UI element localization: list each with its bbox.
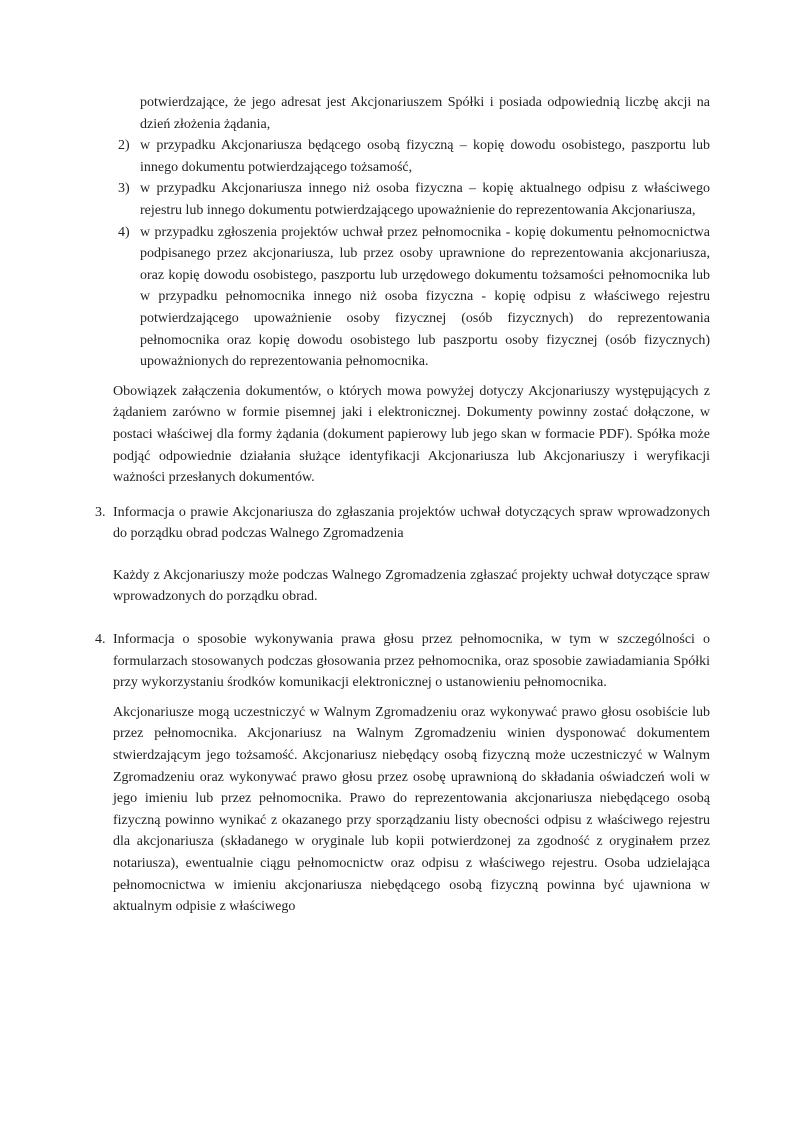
list-item-2-marker: 2)	[118, 138, 130, 154]
section-3-heading-text: Informacja o prawie Akcjonariusza do zgłaszania projektów uchwał dotyczących spraw wprowadzonych do porządku obrad podczas Walnego Zgromadzenia	[113, 504, 710, 542]
list-item-4-marker: 4)	[118, 224, 130, 240]
section-4-paragraph: Akcjonariusze mogą uczestniczyć w Walnym Zgromadzeniu oraz wykonywać prawo głosu osobiście lub przez pełnomocnika. Akcjonariusz na Walnym Zgromadzeniu winien dysponować dokumentem stwierdzającym jego tożsamość. Akcjonariusz niebędący osobą fizyczną może uczestniczyć w Walnym Zgromadzeniu oraz wykonywać prawo głosu przez osobę uprawnioną do składania oświadczeń woli w jego imieniu lub przez pełnomocnika. Prawo do reprezentowania akcjonariusza niebędącego osobą fizyczną powinno wynikać z okazanego przy sporządzaniu listy obecności odpisu z właściwego rejestru dla akcjonariusza (składanego w oryginale lub kopii potwierdzonej za zgodność z oryginałem przez notariusza), ewentualnie ciągu pełnomocnictw oraz odpisu z właściwego rejestru. Osoba udzielająca pełnomocnictwa w imieniu akcjonariusza niebędącego osobą fizyczną powinna być ujawniona w aktualnym odpisie z właściwego	[113, 704, 710, 915]
section-3-heading	[95, 502, 710, 545]
section-4-heading	[95, 629, 710, 694]
paragraph-document-obligation: Obowiązek załączenia dokumentów, o których mowa powyżej dotyczy Akcjonariuszy występujących z żądaniem zarówno w formie pisemnej jaki i elektronicznej. Dokumenty powinny zostać dołączone, w postaci właściwej dla formy żądania (dokument papierowy lub jego skan w formacie PDF). Spółka może podjąć odpowiednie działania służące identyfikacji Akcjonariusza lub Akcjonariuszy i weryfikacji ważności przesłanych dokumentów.	[113, 383, 710, 486]
list-item-4	[118, 222, 710, 373]
list-item-3-text: w przypadku Akcjonariusza innego niż osoba fizyczna – kopię aktualnego odpisu z właściwego rejestru lub innego dokumentu potwierdzającego upoważnienie do reprezentowania Akcjonariusza,	[140, 181, 710, 218]
list-item-3-marker: 3)	[118, 181, 130, 197]
list-item-3	[118, 178, 710, 221]
list-item-4-text: w przypadku zgłoszenia projektów uchwał przez pełnomocnika - kopię dokumentu pełnomocnictwa podpisanego przez akcjonariusza, lub przez osoby uprawnione do reprezentowania akcjonariusza, oraz kopię dowodu osobistego, paszportu lub urzędowego dokumentu tożsamości pełnomocnika lub w przypadku pełnomocnika innego niż osoba fizyczna - kopię odpisu z właściwego rejestru potwierdzającego upoważnienie osoby fizycznej (osób fizycznych) do reprezentowania pełnomocnika oraz kopię dowodu osobistego lub paszportu osoby fizycznej (osób fizycznych) upoważnionych do reprezentowania pełnomocnika.	[140, 224, 710, 370]
list-item-2	[118, 135, 710, 178]
list-item-2-text: w przypadku Akcjonariusza będącego osobą fizyczną – kopię dowodu osobistego, paszportu lub innego dokumentu potwierdzającego tożsamość,	[140, 138, 710, 175]
section-3-paragraph: Każdy z Akcjonariuszy może podczas Walnego Zgromadzenia zgłaszać projekty uchwał dotyczące spraw wprowadzonych do porządku obrad.	[113, 567, 710, 605]
section-3-marker: 3.	[95, 504, 106, 520]
section-4-heading-text: Informacja o sposobie wykonywania prawa głosu przez pełnomocnika, w tym w szczególności o formularzach stosowanych podczas głosowania przez pełnomocnika, oraz sposobie zawiadamiania Spółki przy wykorzystaniu środków komunikacji elektronicznej o ustanowieniu pełnomocnika.	[113, 632, 710, 691]
list-item-1-continuation: potwierdzające, że jego adresat jest Akcjonariuszem Spółki i posiada odpowiednią liczbę akcji na dzień złożenia żądania,	[140, 95, 710, 132]
section-4-marker: 4.	[95, 632, 106, 648]
